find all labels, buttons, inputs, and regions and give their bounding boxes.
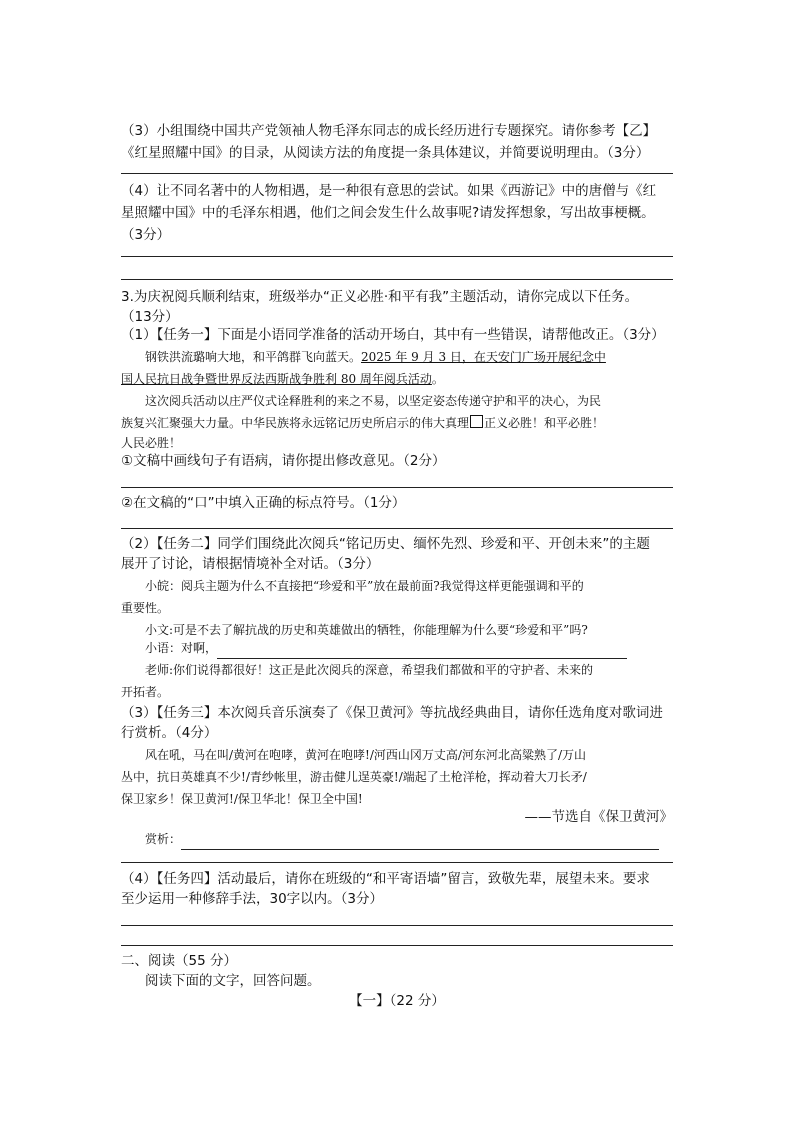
part2-title: 二、阅读（55 分） xyxy=(121,953,237,969)
q4-line1: （4）让不同名著中的人物相遇，是一种很有意思的尝试。如果《西游记》中的唐僧与《红 xyxy=(121,183,657,199)
task1-para2-line3: 人民必胜！ xyxy=(121,436,182,450)
task1-p2c: 正义必胜！和平必胜！ xyxy=(484,416,605,430)
dialog-xiaowan-1: 小皖：阅兵主题为什么不直接把“珍爱和平”放在最前面?我觉得这样更能强调和平的 xyxy=(145,579,584,593)
dialog-teacher-2: 开拓者。 xyxy=(121,685,170,699)
lyrics-line3: 保卫家乡！保卫黄河!/保卫华北！保卫全中国! xyxy=(121,792,363,806)
lyrics-line1: 风在吼，马在叫/黄河在咆哮，黄河在咆哮!/河西山冈万丈高/河东河北高粱熟了/万山 xyxy=(145,748,586,762)
answer-line xyxy=(121,925,673,926)
part2-intro: 阅读下面的文字，回答问题。 xyxy=(145,973,321,989)
answer-line xyxy=(121,279,673,280)
task1-q1: ①文稿中画线句子有语病，请你提出修改意见。（2分） xyxy=(121,453,446,469)
task1-title: （1）【任务一】下面是小语同学准备的活动开场白，其中有一些错误，请帮他改正。（3分） xyxy=(121,327,665,343)
task1-p1a: 钢铁洪流璐响大地，和平鸽群飞向蓝天。 xyxy=(145,350,362,364)
analysis-row xyxy=(121,828,673,850)
task2-line2: 展开了讨论，请根据情境补全对话。（3分） xyxy=(121,556,380,572)
answer-line xyxy=(121,862,673,863)
sec3-line2: （13分） xyxy=(121,309,179,325)
punctuation-box[interactable] xyxy=(470,415,483,428)
q4-line3: （3分） xyxy=(121,227,171,243)
task4-line2: 至少运用一种修辞手法，30字以内。（3分） xyxy=(121,891,384,907)
q3-line1: （3）小组围绕中国共产党领袖人物毛泽东同志的成长经历进行专题探究。请你参考【乙】 xyxy=(121,123,657,139)
q3-line2: 《红星照耀中国》的目录，从阅读方法的角度提一条具体建议，并简要说明理由。（3分） xyxy=(121,145,650,161)
task1-p2b: 族复兴汇聚强大力量。中华民族将永远铭记历史所启示的伟大真理 xyxy=(121,416,470,430)
dialog-xiaowan-2: 重要性。 xyxy=(121,601,170,615)
task1-para2-line2 xyxy=(121,412,673,434)
dialog-xiaoyu xyxy=(121,637,673,659)
task1-para1-line1 xyxy=(121,346,673,368)
task4-line1: （4）【任务四】活动最后，请你在班级的“和平寄语墙”留言，致敬先辈，展望未来。要求 xyxy=(121,871,650,887)
analysis-fill-blank[interactable] xyxy=(181,833,659,850)
dialog-fill-blank[interactable] xyxy=(217,642,627,659)
analysis-label: 赏析： xyxy=(145,832,182,846)
answer-line xyxy=(121,173,673,174)
task3-line1: （3）【任务三】本次阅兵音乐演奏了《保卫黄河》等抗战经典曲目，请你任选角度对歌词进 xyxy=(121,705,663,721)
task3-line2: 行赏析。（4分） xyxy=(121,725,218,741)
task1-p1c: 国人民抗日战争暨世界反法西斯战争胜利 80 周年阅兵活动 xyxy=(121,372,432,386)
task1-p1d: 。 xyxy=(431,372,444,386)
task2-line1: （2）【任务二】同学们围绕此次阅兵“铭记历史、缅怀先烈、珍爱和平、开创未来”的主题 xyxy=(121,536,650,552)
task1-p1b: 2025 年 9 月 3 日，在天安门广场开展纪念中 xyxy=(361,350,606,364)
answer-line xyxy=(121,528,673,529)
answer-line xyxy=(121,945,673,946)
dialog-xiaowen: 小文:可是不去了解抗战的历史和英雄做出的牺牲，你能理解为什么要“珍爱和平”吗? xyxy=(145,623,588,637)
sec3-line1: 3.为庆祝阅兵顺利结束，班级举办“正义必胜·和平有我”主题活动，请你完成以下任务。 xyxy=(121,289,639,305)
lyrics-source: ——节选自《保卫黄河》 xyxy=(524,809,673,825)
dialog-teacher-1: 老师:你们说得都很好！这正是此次阅兵的深意，希望我们都做和平的守护者、未来的 xyxy=(145,663,594,677)
dialog-xiaoyu-label: 小语：对啊， xyxy=(145,641,218,655)
lyrics-line2: 丛中，抗日英雄真不少!/青纱帐里，游击健儿逞英豪!/端起了土枪洋枪，挥动着大刀长矛/ xyxy=(121,770,587,784)
answer-line xyxy=(121,256,673,257)
task1-q2: ②在文稿的“口”中填入正确的标点符号。（1分） xyxy=(121,495,406,511)
answer-line xyxy=(121,487,673,488)
task1-para1-line2 xyxy=(121,368,673,390)
task1-para2-line1: 这次阅兵活动以庄严仪式诠释胜利的来之不易，以坚定姿态传递守护和平的决心，为民 xyxy=(145,394,602,408)
part2-subtitle: 【一】（22 分） xyxy=(349,993,445,1009)
q4-line2: 星照耀中国》中的毛泽东相遇，他们之间会发生什么故事呢?请发挥想象，写出故事梗概。 xyxy=(121,205,655,221)
